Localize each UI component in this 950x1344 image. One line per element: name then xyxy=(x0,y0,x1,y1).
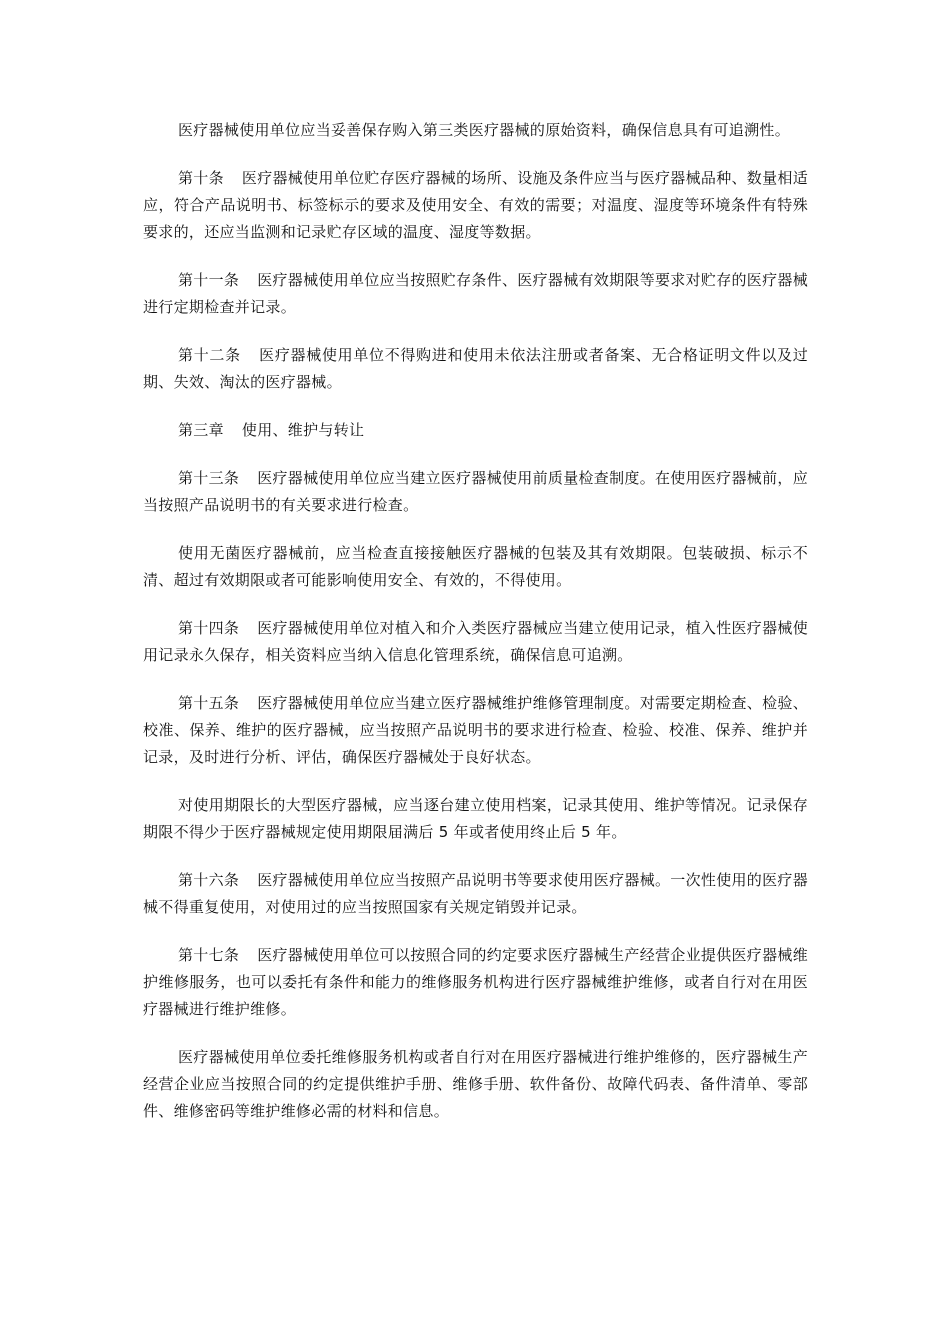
article-12 xyxy=(143,342,808,396)
chapter-3-heading xyxy=(143,417,808,444)
article-text: 医疗器械使用单位贮存医疗器械的场所、设施及条件应当与医疗器械品种、数量相适应，符合产品说明书、标签标示的要求及使用安全、有效的需要；对温度、湿度等环境条件有特殊要求的，还应当监测和记录贮存区域的温度、湿度等数据。 xyxy=(143,169,809,241)
chapter-label: 第三章 xyxy=(178,421,224,439)
article-label: 第十四条 xyxy=(178,619,240,637)
article-15 xyxy=(143,690,808,771)
paragraph-large-devices xyxy=(143,792,808,846)
paragraph-text: 医疗器械使用单位应当妥善保存购入第三类医疗器械的原始资料，确保信息具有可追溯性。 xyxy=(178,121,791,139)
paragraph-text: 对使用期限长的大型医疗器械，应当逐台建立使用档案，记录其使用、维护等情况。记录保存期限不得少于医疗器械规定使用期限届满后 5 年或者使用终止后 5 年。 xyxy=(143,796,808,841)
article-17 xyxy=(143,942,808,1023)
paragraph-text: 使用无菌医疗器械前，应当检查直接接触医疗器械的包装及其有效期限。包装破损、标示不清、超过有效期限或者可能影响使用安全、有效的，不得使用。 xyxy=(143,544,808,589)
paragraph-maintenance-materials xyxy=(143,1044,808,1125)
article-text: 医疗器械使用单位可以按照合同的约定要求医疗器械生产经营企业提供医疗器械维护维修服务，也可以委托有条件和能力的维修服务机构进行医疗器械维护维修，或者自行对在用医疗器械进行维护维修。 xyxy=(143,946,809,1018)
article-label: 第十条 xyxy=(178,169,224,187)
article-label: 第十五条 xyxy=(178,694,240,712)
article-text: 医疗器械使用单位应当按照贮存条件、医疗器械有效期限等要求对贮存的医疗器械进行定期检查并记录。 xyxy=(143,271,809,316)
article-14 xyxy=(143,615,808,669)
article-10 xyxy=(143,165,808,246)
paragraph-1 xyxy=(143,117,808,144)
article-16 xyxy=(143,867,808,921)
article-label: 第十二条 xyxy=(178,346,241,364)
chapter-title: 使用、维护与转让 xyxy=(241,421,365,439)
article-text: 医疗器械使用单位不得购进和使用未依法注册或者备案、无合格证明文件以及过期、失效、淘汰的医疗器械。 xyxy=(143,346,808,391)
article-label: 第十一条 xyxy=(178,271,240,289)
article-text: 医疗器械使用单位应当按照产品说明书等要求使用医疗器械。一次性使用的医疗器械不得重复使用，对使用过的应当按照国家有关规定销毁并记录。 xyxy=(143,871,809,916)
document-page xyxy=(143,117,808,1146)
article-13 xyxy=(143,465,808,519)
paragraph-text: 医疗器械使用单位委托维修服务机构或者自行对在用医疗器械进行维护维修的，医疗器械生产经营企业应当按照合同的约定提供维护手册、维修手册、软件备份、故障代码表、备件清单、零部件、维修密码等维护维修必需的材料和信息。 xyxy=(143,1048,808,1120)
paragraph-sterile-devices xyxy=(143,540,808,594)
article-label: 第十六条 xyxy=(178,871,240,889)
article-label: 第十三条 xyxy=(178,469,240,487)
article-text: 医疗器械使用单位对植入和介入类医疗器械应当建立使用记录，植入性医疗器械使用记录永久保存，相关资料应当纳入信息化管理系统，确保信息可追溯。 xyxy=(143,619,809,664)
article-text: 医疗器械使用单位应当建立医疗器械使用前质量检查制度。在使用医疗器械前，应当按照产品说明书的有关要求进行检查。 xyxy=(143,469,809,514)
article-label: 第十七条 xyxy=(178,946,240,964)
article-text: 医疗器械使用单位应当建立医疗器械维护维修管理制度。对需要定期检查、检验、校准、保养、维护的医疗器械，应当按照产品说明书的要求进行检查、检验、校准、保养、维护并记录，及时进行分析、评估，确保医疗器械处于良好状态。 xyxy=(143,694,809,766)
article-11 xyxy=(143,267,808,321)
